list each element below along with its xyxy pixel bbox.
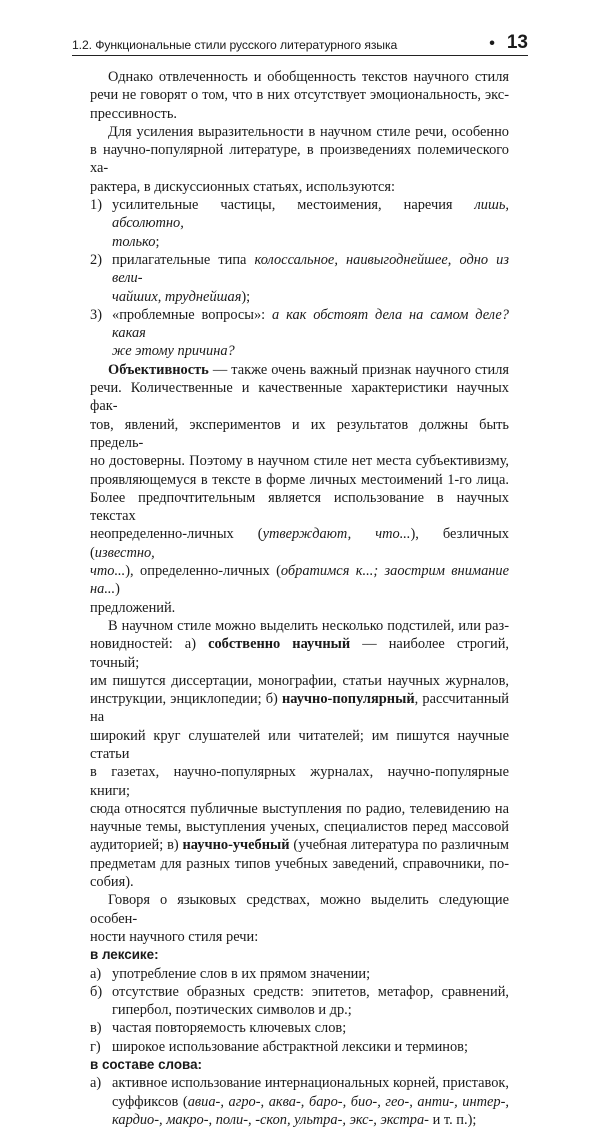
text-line: В научном стиле можно выделить несколько подстилей, или раз- [108,617,509,634]
text-run: аудиторией; в) [90,837,183,854]
text-run: суффиксов ( [112,1093,188,1110]
example-text: лишь, абсолютно, [112,197,509,232]
text-line: прессивность. [90,105,178,122]
example-text: чайших, труднейшая [112,288,242,305]
list-marker: 2) [90,251,102,268]
text-line: Говоря о языковых средствах, можно выделить следующие особен- [90,892,509,927]
section-word-structure [90,1056,509,1129]
page-body [90,68,509,1129]
text-line: ности научного стиля речи: [90,928,259,945]
text-run: ), определенно-личных ( [125,563,281,580]
paragraph-objectivity [90,361,509,617]
example-text: утверждают, что... [262,526,411,543]
example-text: авиа-, агро-, аква-, баро-, био-, гео-, анти-, интер-, [187,1093,509,1110]
text-run: новидностей: а) [90,636,209,653]
text-run: ) [115,581,120,598]
text-line: речи не говорят о том, что в них отсутствует эмоциональность, экс- [90,87,509,104]
list-marker: в) [90,1020,102,1037]
list-item [90,1074,509,1129]
list-marker: а) [90,1075,102,1092]
list-item [90,306,509,361]
text-line: речи. Количественные и качественные характеристики научных фак- [90,380,509,415]
text-run: неопределенно-личных ( [90,526,263,543]
text-run: — наиболее строгий, точный; [90,636,510,671]
text-line: им пишутся диссертации, монографии, статьи научных журналов, [90,672,509,689]
example-text: известно, [94,544,155,561]
example-text: кардио-, макро-, поли-, -скоп, ультра-, экс-, экстра- [112,1111,429,1128]
subheading-lexicon: в лексике: [90,947,159,963]
header-bullet: • [489,35,495,52]
term-popular-science: научно-популярный [281,691,415,708]
example-text: что... [90,563,126,580]
list-text: употребление слов в их прямом значении; [112,965,371,982]
text-line: предметам для разных типов учебных заведений, справочники, по- [90,855,509,872]
chapter-title: 1.2. Функциональные стили русского литературного языка [72,38,398,52]
section-lexicon [90,946,509,1056]
page-number: 13 [506,32,528,53]
list-text: частая повторяемость ключевых слов; [112,1020,347,1037]
text-run: и т. п.); [428,1111,477,1128]
list-punct: ; [155,233,160,250]
paragraph-emotionality [90,68,509,123]
list-marker: 3) [90,306,102,323]
text-line: в газетах, научно-популярных журналах, научно-популярные книги; [90,764,509,799]
text-line: Для усиления выразительности в научном стиле речи, особенно [108,123,509,140]
list-marker: б) [90,983,103,1000]
text-run: (учебная литература по различным [289,837,509,854]
example-text: колоссальное, наивыгоднейшее, одно из вели- [112,251,509,287]
text-line: широкий круг слушателей или читателей; им пишутся научные статьи [90,727,509,762]
subheading-word-structure: в составе слова: [90,1057,202,1073]
text-line: сюда относятся публичные выступления по радио, телевидению на [90,800,509,817]
text-run: ), безличных ( [90,526,509,561]
list-text: широкое использование абстрактной лексики и терминов; [112,1038,468,1055]
list-text: гипербол, поэтических символов и др.; [112,1002,352,1019]
text-line: но достоверны. Поэтому в научном стиле нет места субъективизму, [90,453,509,470]
term-objectivity: Объективность [108,361,209,378]
example-text: только [112,233,156,250]
paragraph-substyles [90,617,509,891]
list-marker: г) [90,1038,101,1055]
term-educational: научно-учебный [182,837,290,854]
list-item [90,1019,509,1037]
list-item [90,251,509,306]
running-header [72,26,528,56]
list-text: «проблемные вопросы»: [112,306,273,323]
text-run: инструкции, энциклопедии; б) [90,691,282,708]
text-line: тов, явлений, экспериментов и их результатов должны быть предель- [90,416,509,451]
example-text: обратимся к...; заострим внимание на... [90,563,509,598]
list-text: активное использование интернациональных корней, приставок, [112,1075,509,1092]
list-item [90,983,509,1020]
list-text: отсутствие образных средств: эпитетов, метафор, сравнений, [112,983,509,1000]
text-line: Однако отвлеченность и обобщенность текстов научного стиля [108,69,509,85]
text-line: рактера, в дискуссионных статьях, используются: [90,178,396,195]
text-run: — также очень важный признак научного стиля [208,361,509,378]
list-marker: 1) [90,197,102,214]
example-text: же этому причина? [112,343,235,360]
text-line: в научно-популярной литературе, в произведениях полемического ха- [90,142,509,177]
text-line: предложений. [90,599,176,616]
text-run: , рассчитанный на [90,691,509,726]
text-line: научные темы, выступления ученых, специалистов перед массовой [90,819,509,836]
list-item [90,965,509,983]
numbered-list-means [90,196,509,361]
text-line: проявляющемуся в тексте в форме личных местоимений 1-го лица. [90,471,509,488]
list-marker: а) [90,965,102,982]
list-item [90,196,509,251]
term-scientific: собственно научный [208,636,351,653]
list-text: прилагательные типа [112,251,255,268]
text-line: собия). [90,874,134,891]
list-punct: ); [241,288,251,305]
text-line: Более предпочтительным является использование в научных текстах [90,489,509,525]
list-item [90,1038,509,1056]
paragraph-language-means [90,891,509,946]
paragraph-expressiveness [90,123,509,196]
example-text: а как обстоят дела на самом деле? какая [112,306,509,342]
list-text: усилительные частицы, местоимения, наречия [112,197,475,214]
